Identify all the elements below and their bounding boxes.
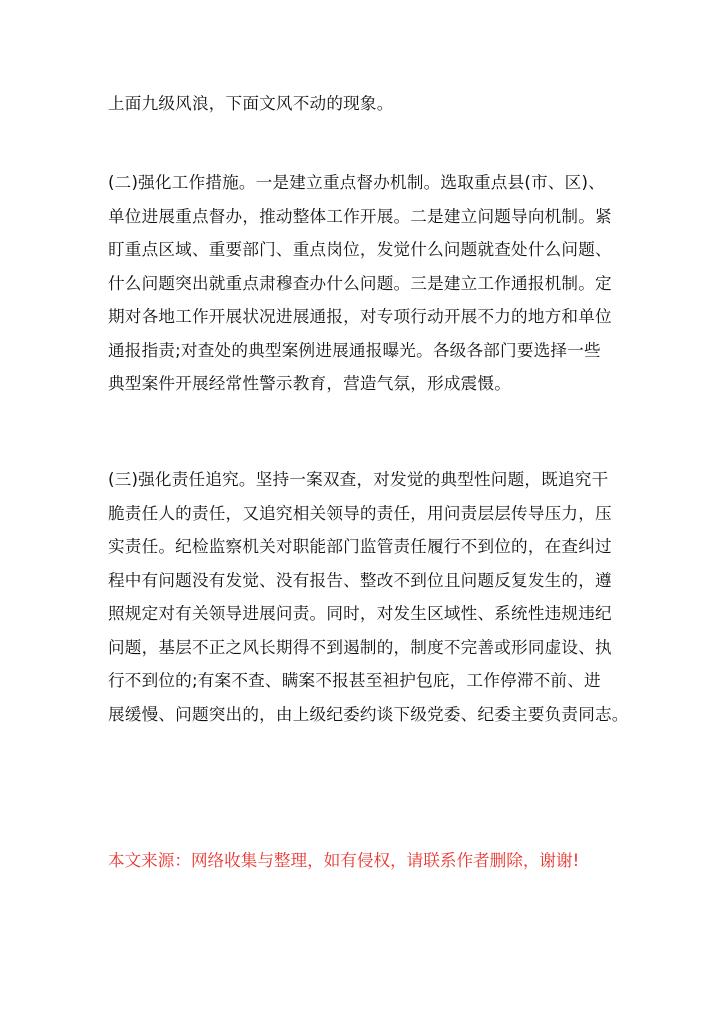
paragraph-3-line: 行不到位的;有案不查、瞒案不报甚至袒护包庇，工作停滞不前、进 [108, 671, 601, 690]
paragraph-3-line: 实责任。纪检监察机关对职能部门监管责任履行不到位的，在查纠过 [108, 537, 612, 556]
paragraph-2-line: 盯重点区域、重要部门、重点岗位，发觉什么问题就查处什么问题、 [108, 240, 612, 259]
source-note: 本文来源：网络收集与整理，如有侵权，请联系作者删除，谢谢! [108, 851, 580, 870]
paragraph-3-line: 脆责任人的责任，又追究相关领导的责任，用问责层层传导压力，压 [108, 504, 612, 523]
intro-line: 上面九级风浪，下面文风不动的现象。 [108, 94, 394, 113]
paragraph-2-line: 通报指责;对查处的典型案例进展通报曝光。各级各部门要选择一些 [108, 341, 601, 360]
paragraph-2-line: (二)强化工作措施。一是建立重点督办机制。选取重点县(市、区)、 [108, 173, 605, 192]
paragraph-2-line: 单位进展重点督办，推动整体工作开展。二是建立问题导向机制。紧 [108, 207, 612, 226]
paragraph-3-line: 问题，基层不正之风长期得不到遏制的，制度不完善或形同虚设、执 [108, 638, 612, 657]
paragraph-2-line: 典型案件开展经常性警示教育，营造气氛，形成震慑。 [108, 374, 512, 393]
paragraph-3-line: 程中有问题没有发觉、没有报告、整改不到位且问题反复发生的，遵 [108, 571, 612, 590]
paragraph-3-line: (三)强化责任追究。坚持一案双查，对发觉的典型性问题，既追究干 [108, 470, 609, 489]
paragraph-2-line: 什么问题突出就重点肃穆查办什么问题。三是建立工作通报机制。定 [108, 274, 612, 293]
paragraph-3-line: 照规定对有关领导进展问责。同时，对发生区域性、系统性违规违纪 [108, 604, 612, 623]
paragraph-2-line: 期对各地工作开展状况进展通报，对专项行动开展不力的地方和单位 [108, 307, 612, 326]
paragraph-3-line: 展缓慢、问题突出的，由上级纪委约谈下级党委、纪委主要负责同志。 [108, 705, 629, 724]
